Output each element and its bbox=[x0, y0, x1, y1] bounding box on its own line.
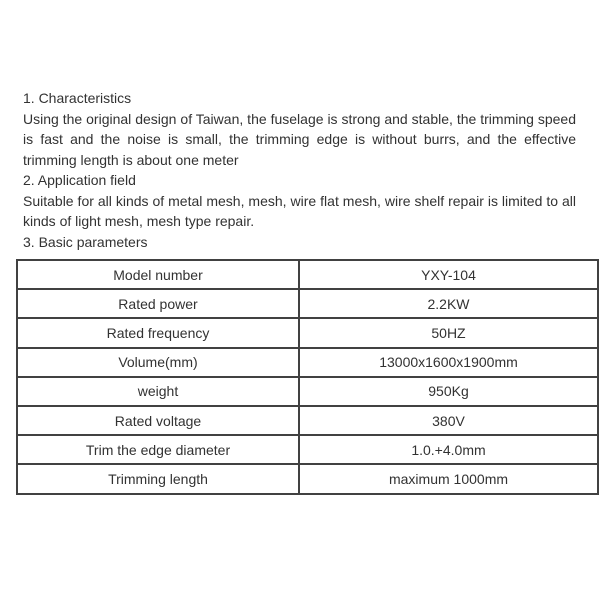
parameter-value: 380V bbox=[299, 406, 598, 435]
table-row bbox=[17, 348, 598, 377]
parameter-label: Volume(mm) bbox=[17, 348, 299, 377]
table-row bbox=[17, 289, 598, 318]
table-row bbox=[17, 464, 598, 493]
parameter-label: weight bbox=[17, 377, 299, 406]
parameter-value: 950Kg bbox=[299, 377, 598, 406]
parameter-value: YXY-104 bbox=[299, 260, 598, 289]
parameter-value: 50HZ bbox=[299, 318, 598, 347]
parameter-value: 1.0.+4.0mm bbox=[299, 435, 598, 464]
parameter-label: Rated voltage bbox=[17, 406, 299, 435]
parameter-label: Trimming length bbox=[17, 464, 299, 493]
section-heading-application-field: 2. Application field bbox=[23, 172, 136, 188]
basic-parameters-table bbox=[16, 259, 599, 495]
parameter-value: maximum 1000mm bbox=[299, 464, 598, 493]
parameter-value: 2.2KW bbox=[299, 289, 598, 318]
section-body-application-field: Suitable for all kinds of metal mesh, mesh, wire flat mesh, wire shelf repair is limited to all kinds of light mesh, mesh type repair. bbox=[23, 192, 576, 229]
table-row bbox=[17, 435, 598, 464]
parameter-label: Trim the edge diameter bbox=[17, 435, 299, 464]
parameter-label: Rated frequency bbox=[17, 318, 299, 347]
parameter-label: Rated power bbox=[17, 289, 299, 318]
document-content bbox=[23, 88, 576, 495]
parameter-label: Model number bbox=[17, 260, 299, 289]
table-row bbox=[17, 377, 598, 406]
section-heading-basic-parameters: 3. Basic parameters bbox=[23, 233, 148, 250]
table-row bbox=[17, 318, 598, 347]
parameter-value: 13000x1600x1900mm bbox=[299, 348, 598, 377]
section-body-characteristics: Using the original design of Taiwan, the fuselage is strong and stable, the trimming speed is fast and the noise is small, the trimming edge is without burrs, and the effective trimming length is about one meter bbox=[23, 110, 576, 168]
table-row bbox=[17, 406, 598, 435]
section-heading-characteristics: 1. Characteristics bbox=[23, 90, 132, 106]
table-row bbox=[17, 260, 598, 289]
